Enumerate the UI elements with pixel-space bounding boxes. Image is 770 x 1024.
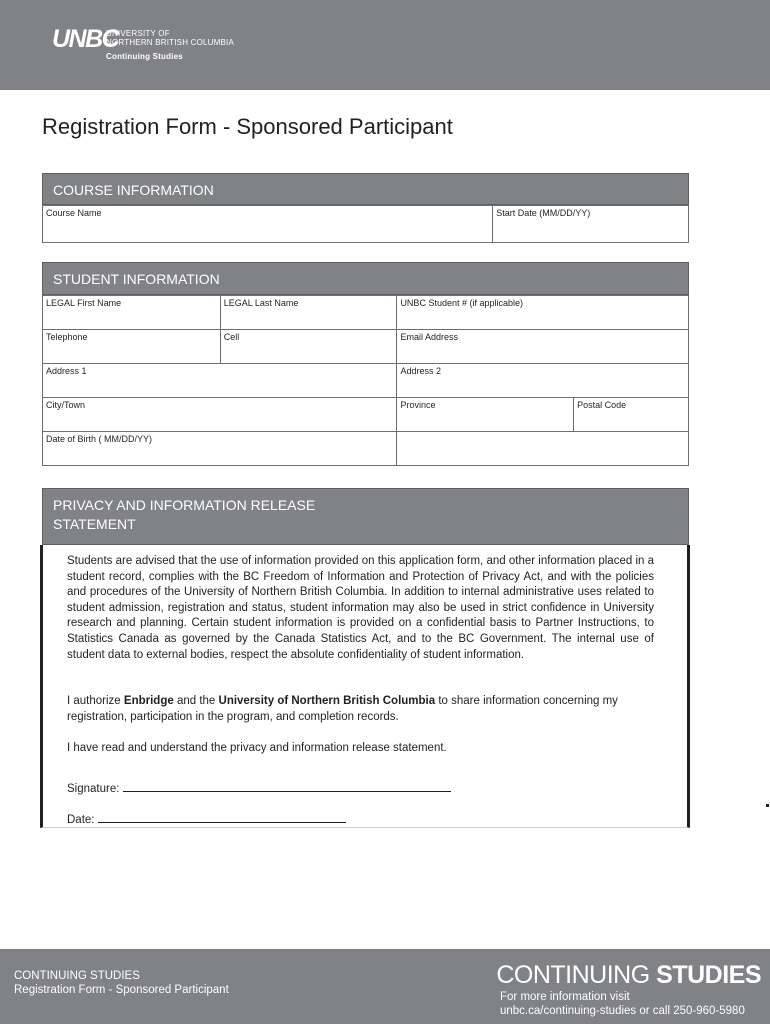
- authorize-line2: registration, participation in the program, and completion records.: [67, 711, 399, 723]
- address1-field[interactable]: [43, 364, 397, 398]
- authorize-post: to share information concerning my: [435, 695, 618, 707]
- authorize-pre: I authorize: [67, 695, 124, 707]
- footer-info-line1: For more information visit: [500, 991, 630, 1003]
- city-field[interactable]: [43, 398, 397, 432]
- telephone-field[interactable]: [43, 330, 221, 364]
- signature-label: Signature:: [67, 783, 120, 795]
- dob-field[interactable]: [43, 432, 397, 466]
- course-info-table: [42, 205, 689, 243]
- privacy-heading: [42, 488, 689, 545]
- signature-row: [67, 781, 451, 798]
- course-name-field[interactable]: [43, 206, 493, 243]
- date-row: [67, 812, 346, 829]
- start-date-field[interactable]: [493, 206, 689, 243]
- cell-label: Cell: [223, 332, 240, 342]
- page-title: Registration Form - Sponsored Participant: [42, 114, 453, 139]
- address2-field[interactable]: [397, 364, 689, 398]
- header-band: [0, 0, 770, 90]
- city-label: City/Town: [46, 400, 86, 410]
- footer-brand-bold: STUDIES: [656, 961, 761, 989]
- student-number-field[interactable]: [397, 296, 689, 330]
- authorize-mid: and the: [173, 695, 219, 707]
- province-field[interactable]: [397, 398, 574, 432]
- date-label: Date:: [67, 814, 95, 826]
- logo-northern-british-columbia: NORTHERN BRITISH COLUMBIA: [106, 38, 234, 47]
- start-date-label: Start Date (MM/DD/YY): [496, 208, 591, 218]
- logo-mark: UNBC: [52, 25, 119, 53]
- privacy-heading-line2: STATEMENT: [53, 516, 136, 532]
- address1-label: Address 1: [46, 366, 87, 376]
- student-info-table: [42, 295, 689, 466]
- privacy-heading-line1: PRIVACY AND INFORMATION RELEASE: [53, 497, 316, 513]
- course-info-heading: [42, 173, 689, 205]
- last-name-label: LEGAL Last Name: [223, 298, 299, 308]
- email-label: Email Address: [400, 332, 458, 342]
- footer-left-line2: Registration Form - Sponsored Participant: [14, 984, 229, 996]
- footer-brand-light: CONTINUING: [496, 961, 657, 989]
- footer-left-line1: CONTINUING STUDIES: [14, 970, 140, 982]
- telephone-label: Telephone: [46, 332, 88, 342]
- footer-info: [500, 990, 745, 1018]
- postal-code-label: Postal Code: [577, 400, 627, 410]
- postal-code-field[interactable]: [574, 398, 689, 432]
- email-field[interactable]: [397, 330, 689, 364]
- student-info-heading: [42, 262, 689, 295]
- cell-field[interactable]: [220, 330, 397, 364]
- signature-field[interactable]: [123, 781, 451, 792]
- address2-label: Address 2: [400, 366, 441, 376]
- first-name-field[interactable]: [43, 296, 221, 330]
- authorize-org2: University of Northern British Columbia: [218, 695, 436, 707]
- footer-left: [14, 969, 229, 997]
- student-number-label: UNBC Student # (if applicable): [400, 298, 523, 308]
- footer-info-line2: unbc.ca/continuing-studies or call 250-960-5980: [500, 1005, 745, 1017]
- footer-band: [0, 949, 770, 1024]
- authorize-org1: Enbridge: [123, 695, 174, 707]
- student-info-heading-text: STUDENT INFORMATION: [53, 271, 220, 287]
- course-info-heading-text: COURSE INFORMATION: [53, 182, 214, 198]
- footer-brand: [496, 961, 761, 990]
- dob-label: Date of Birth ( MM/DD/YY): [46, 434, 153, 444]
- acknowledge-text: I have read and understand the privacy and information release statement.: [67, 742, 447, 754]
- dob-blank-cell: [397, 432, 689, 466]
- last-name-field[interactable]: [220, 296, 397, 330]
- first-name-label: LEGAL First Name: [46, 298, 122, 308]
- logo-university-of: UNIVERSITY OF: [106, 29, 170, 38]
- date-field[interactable]: [98, 812, 346, 823]
- privacy-paragraph: Students are advised that the use of information provided on this application form, and other information placed in a student record, complies with the BC Freedom of Information and Protection of Privacy Act, and with the policies and procedures of the University of Northern British Columbia. In addition to internal administrative uses related to student admission, registration and status, student information may also be used in strict confidence in University research and planning. Certain student information is provided on a confidential basis to Partner Instructions, to Statistics Canada as governed by the Canada Statistics Act, and to the BC Government. The internal use of student data to external bodies, respect the absolute confidentiality of student information.: [67, 555, 654, 661]
- course-name-label: Course Name: [46, 208, 102, 218]
- authorize-line: [67, 694, 618, 710]
- province-label: Province: [400, 400, 436, 410]
- logo-continuing-studies: Continuing Studies: [106, 52, 183, 61]
- stray-dot: [766, 804, 769, 807]
